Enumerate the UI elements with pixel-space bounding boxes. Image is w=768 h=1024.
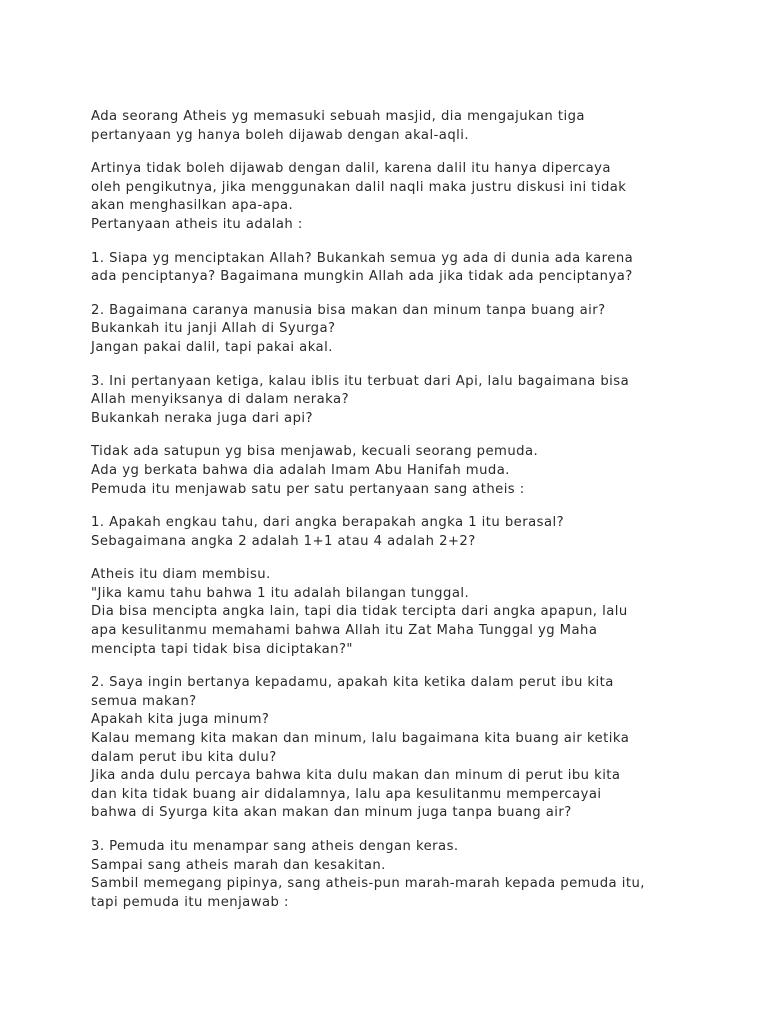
paragraph-question-3: 3. Ini pertanyaan ketiga, kalau iblis itu terbuat dari Api, lalu bagaimana bisa Allah menyiksanya di dalam neraka? Bukankah neraka juga dari api?	[91, 373, 630, 426]
paragraph-question-2: 2. Bagaimana caranya manusia bisa makan dan minum tanpa buang air? Bukankah itu janji Allah di Syurga? Jangan pakai dalil, tapi pakai akal.	[91, 302, 606, 355]
paragraph-intro: Ada seorang Atheis yg memasuki sebuah masjid, dia mengajukan tiga pertanyaan yg hanya boleh dijawab dengan akal-aqli.	[91, 109, 585, 143]
paragraph-context: Artinya tidak boleh dijawab dengan dalil, karena dalil itu hanya dipercaya oleh pengikutnya, jika menggunakan dalil naqli maka justru diskusi ini tidak akan menghasilkan apa-apa. Pertanyaan atheis itu adalah :	[91, 161, 627, 232]
paragraph-answer-2: 2. Saya ingin bertanya kepadamu, apakah kita ketika dalam perut ibu kita semua makan? Apakah kita juga minum? Kalau memang kita makan dan minum, lalu bagaimana kita buang air ketika dalam perut ibu kita dulu? Jika anda dulu percaya bahwa kita dulu makan dan minum di perut ibu kita dan kita tidak buang air didalamnya, lalu apa kesulitanmu mempercayai bahwa di Syurga kita akan makan dan minum juga tanpa buang air?	[91, 675, 630, 821]
document-page	[91, 108, 691, 927]
paragraph-young-man: Tidak ada satupun yg bisa menjawab, kecuali seorang pemuda. Ada yg berkata bahwa dia adalah Imam Abu Hanifah muda. Pemuda itu menjawab satu per satu pertanyaan sang atheis :	[91, 444, 539, 497]
paragraph-answer-1: 1. Apakah engkau tahu, dari angka berapakah angka 1 itu berasal? Sebagaimana angka 2 adalah 1+1 atau 4 adalah 2+2?	[91, 515, 565, 549]
paragraph-answer-3: 3. Pemuda itu menampar sang atheis dengan keras. Sampai sang atheis marah dan kesakitan. Sambil memegang pipinya, sang atheis-pun marah-marah kepada pemuda itu, tapi pemuda itu menjawab :	[91, 839, 645, 910]
paragraph-answer-1-explanation: Atheis itu diam membisu. "Jika kamu tahu bahwa 1 itu adalah bilangan tunggal. Dia bisa mencipta angka lain, tapi dia tidak tercipta dari angka apapun, lalu apa kesulitanmu memahami bahwa Allah itu Zat Maha Tunggal yg Maha mencipta tapi tidak bisa diciptakan?"	[91, 567, 628, 657]
paragraph-question-1: 1. Siapa yg menciptakan Allah? Bukankah semua yg ada di dunia ada karena ada penciptanya? Bagaimana mungkin Allah ada jika tidak ada penciptanya?	[91, 250, 634, 285]
